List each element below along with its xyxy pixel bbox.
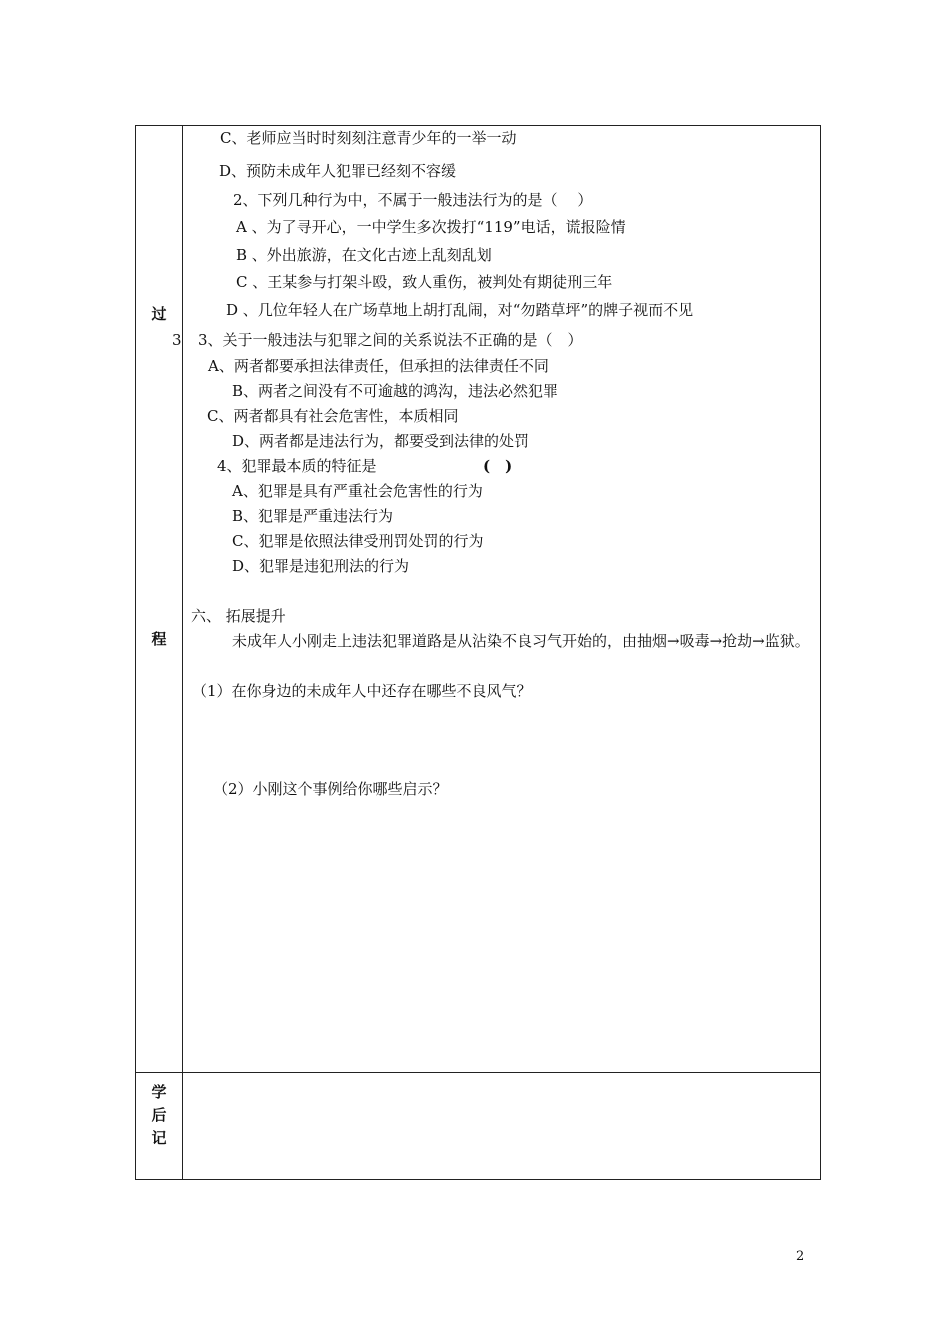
side-label-notes-1: 学 [151,1083,167,1101]
q3-stem: 3、关于一般违法与犯罪之间的关系说法不正确的是（ ） [198,331,583,349]
q4-stem: 4、犯罪最本质的特征是 [217,457,377,475]
q4-option-b: B、犯罪是严重违法行为 [232,507,394,525]
q3-option-d: D、两者都是违法行为，都要受到法律的处罚 [232,432,530,450]
section6-question-1: （1）在你身边的未成年人中还存在哪些不良风气？ [192,682,532,700]
q2-option-c: C 、王某参与打架斗殴，致人重伤，被判处有期徒刑三年 [236,273,613,291]
q3-option-c: C、两者都具有社会危害性，本质相同 [207,407,459,425]
section6-question-2: （2）小刚这个事例给你哪些启示？ [213,780,448,798]
q2-stem: 2、下列几种行为中，不属于一般违法行为的是（ ） [233,191,593,209]
q2-option-d: D 、几位年轻人在广场草地上胡打乱闹，对“勿踏草坪”的牌子视而不见 [226,301,694,319]
row-divider [136,1072,820,1073]
q3-option-a: A、两者都要承担法律责任，但承担的法律责任不同 [208,357,549,375]
q3-option-b: B、两者之间没有不可逾越的鸿沟，违法必然犯罪 [232,382,559,400]
q2-option-a: A 、为了寻开心，一中学生多次拨打“119”电话，谎报险情 [236,218,626,236]
q1-option-c: C、老师应当时时刻刻注意青少年的一举一动 [220,129,517,147]
q3-stray-mark: 3 [172,331,182,349]
column-divider [182,126,183,1179]
side-label-process-top: 过 [151,305,167,323]
side-label-notes-2: 后 [151,1106,167,1124]
side-label-process-bottom: 程 [151,630,167,648]
q4-option-c: C、犯罪是依照法律受刑罚处罚的行为 [232,532,484,550]
page-number: 2 [796,1249,805,1264]
q4-option-d: D、犯罪是违犯刑法的行为 [232,557,410,575]
section6-heading: 六、 拓展提升 [191,607,286,625]
q4-answer-blank: ( ) [483,457,513,475]
q4-option-a: A、犯罪是具有严重社会危害性的行为 [232,482,483,500]
q1-option-d: D、预防未成年人犯罪已经刻不容缓 [219,162,457,180]
section6-paragraph: 未成年人小刚走上违法犯罪道路是从沾染不良习气开始的，由抽烟→吸毒→抢劫→监狱。 [232,632,810,650]
q2-option-b: B 、外出旅游，在文化古迹上乱刻乱划 [236,246,492,264]
side-label-notes-3: 记 [151,1129,167,1147]
